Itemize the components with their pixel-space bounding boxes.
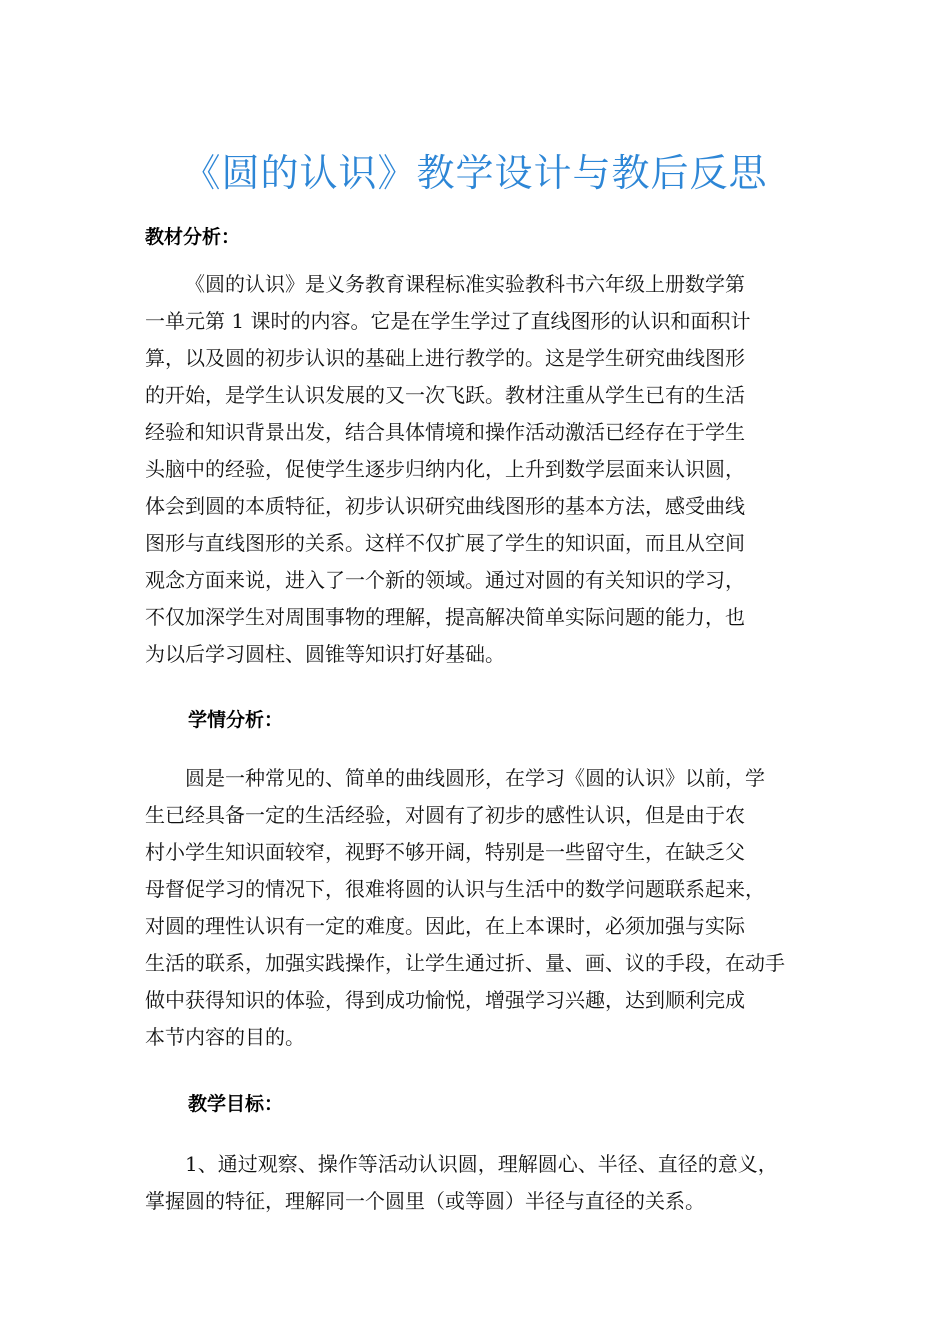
paragraph-line: 圆是一种常见的、简单的曲线圆形，在学习《圆的认识》以前，学	[185, 766, 765, 790]
paragraph-line: 做中获得知识的体验，得到成功愉悦，增强学习兴趣，达到顺利完成	[145, 988, 745, 1012]
paragraph-line: 生已经具备一定的生活经验，对圆有了初步的感性认识，但是由于农	[145, 803, 745, 827]
paragraph-learner-analysis	[145, 760, 815, 1056]
paragraph-line: 本节内容的目的。	[145, 1025, 305, 1049]
paragraph-line: 体会到圆的本质特征，初步认识研究曲线图形的基本方法，感受曲线	[145, 494, 745, 518]
paragraph-line: 1、通过观察、操作等活动认识圆，理解圆心、半径、直径的意义，	[185, 1152, 778, 1176]
paragraph-line: 算，以及圆的初步认识的基础上进行教学的。这是学生研究曲线图形	[145, 346, 745, 370]
paragraph-line: 生活的联系，加强实践操作，让学生通过折、量、画、议的手段，在动手	[145, 951, 785, 975]
paragraph-line: 村小学生知识面较窄，视野不够开阔，特别是一些留守生，在缺乏父	[145, 840, 745, 864]
section-heading-learner-analysis: 学情分析：	[188, 709, 284, 731]
document-title: 《圆的认识》教学设计与教后反思	[182, 151, 768, 195]
paragraph-line: 掌握圆的特征，理解同一个圆里（或等圆）半径与直径的关系。	[145, 1189, 705, 1213]
paragraph-line: 头脑中的经验，促使学生逐步归纳内化，上升到数学层面来认识圆，	[145, 457, 745, 481]
paragraph-line: 对圆的理性认识有一定的难度。因此，在上本课时，必须加强与实际	[145, 914, 745, 938]
section-heading-textbook-analysis: 教材分析：	[145, 226, 241, 248]
paragraph-line: 图形与直线图形的关系。这样不仅扩展了学生的知识面，而且从空间	[145, 531, 745, 555]
paragraph-line: 为以后学习圆柱、圆锥等知识打好基础。	[145, 642, 505, 666]
paragraph-line: 经验和知识背景出发，结合具体情境和操作活动激活已经存在于学生	[145, 420, 745, 444]
paragraph-teaching-goals	[145, 1146, 815, 1220]
paragraph-line: 不仅加深学生对周围事物的理解，提高解决简单实际问题的能力，也	[145, 605, 745, 629]
paragraph-line: 母督促学习的情况下，很难将圆的认识与生活中的数学问题联系起来，	[145, 877, 765, 901]
paragraph-textbook-analysis	[145, 266, 815, 673]
paragraph-line: 的开始，是学生认识发展的又一次飞跃。教材注重从学生已有的生活	[145, 383, 745, 407]
paragraph-line: 观念方面来说，进入了一个新的领域。通过对圆的有关知识的学习，	[145, 568, 745, 592]
section-heading-teaching-goals: 教学目标：	[188, 1093, 284, 1115]
paragraph-line: 《圆的认识》是义务教育课程标准实验教科书六年级上册数学第	[185, 272, 745, 296]
paragraph-line: 一单元第 1 课时的内容。它是在学生学过了直线图形的认识和面积计	[145, 309, 751, 333]
